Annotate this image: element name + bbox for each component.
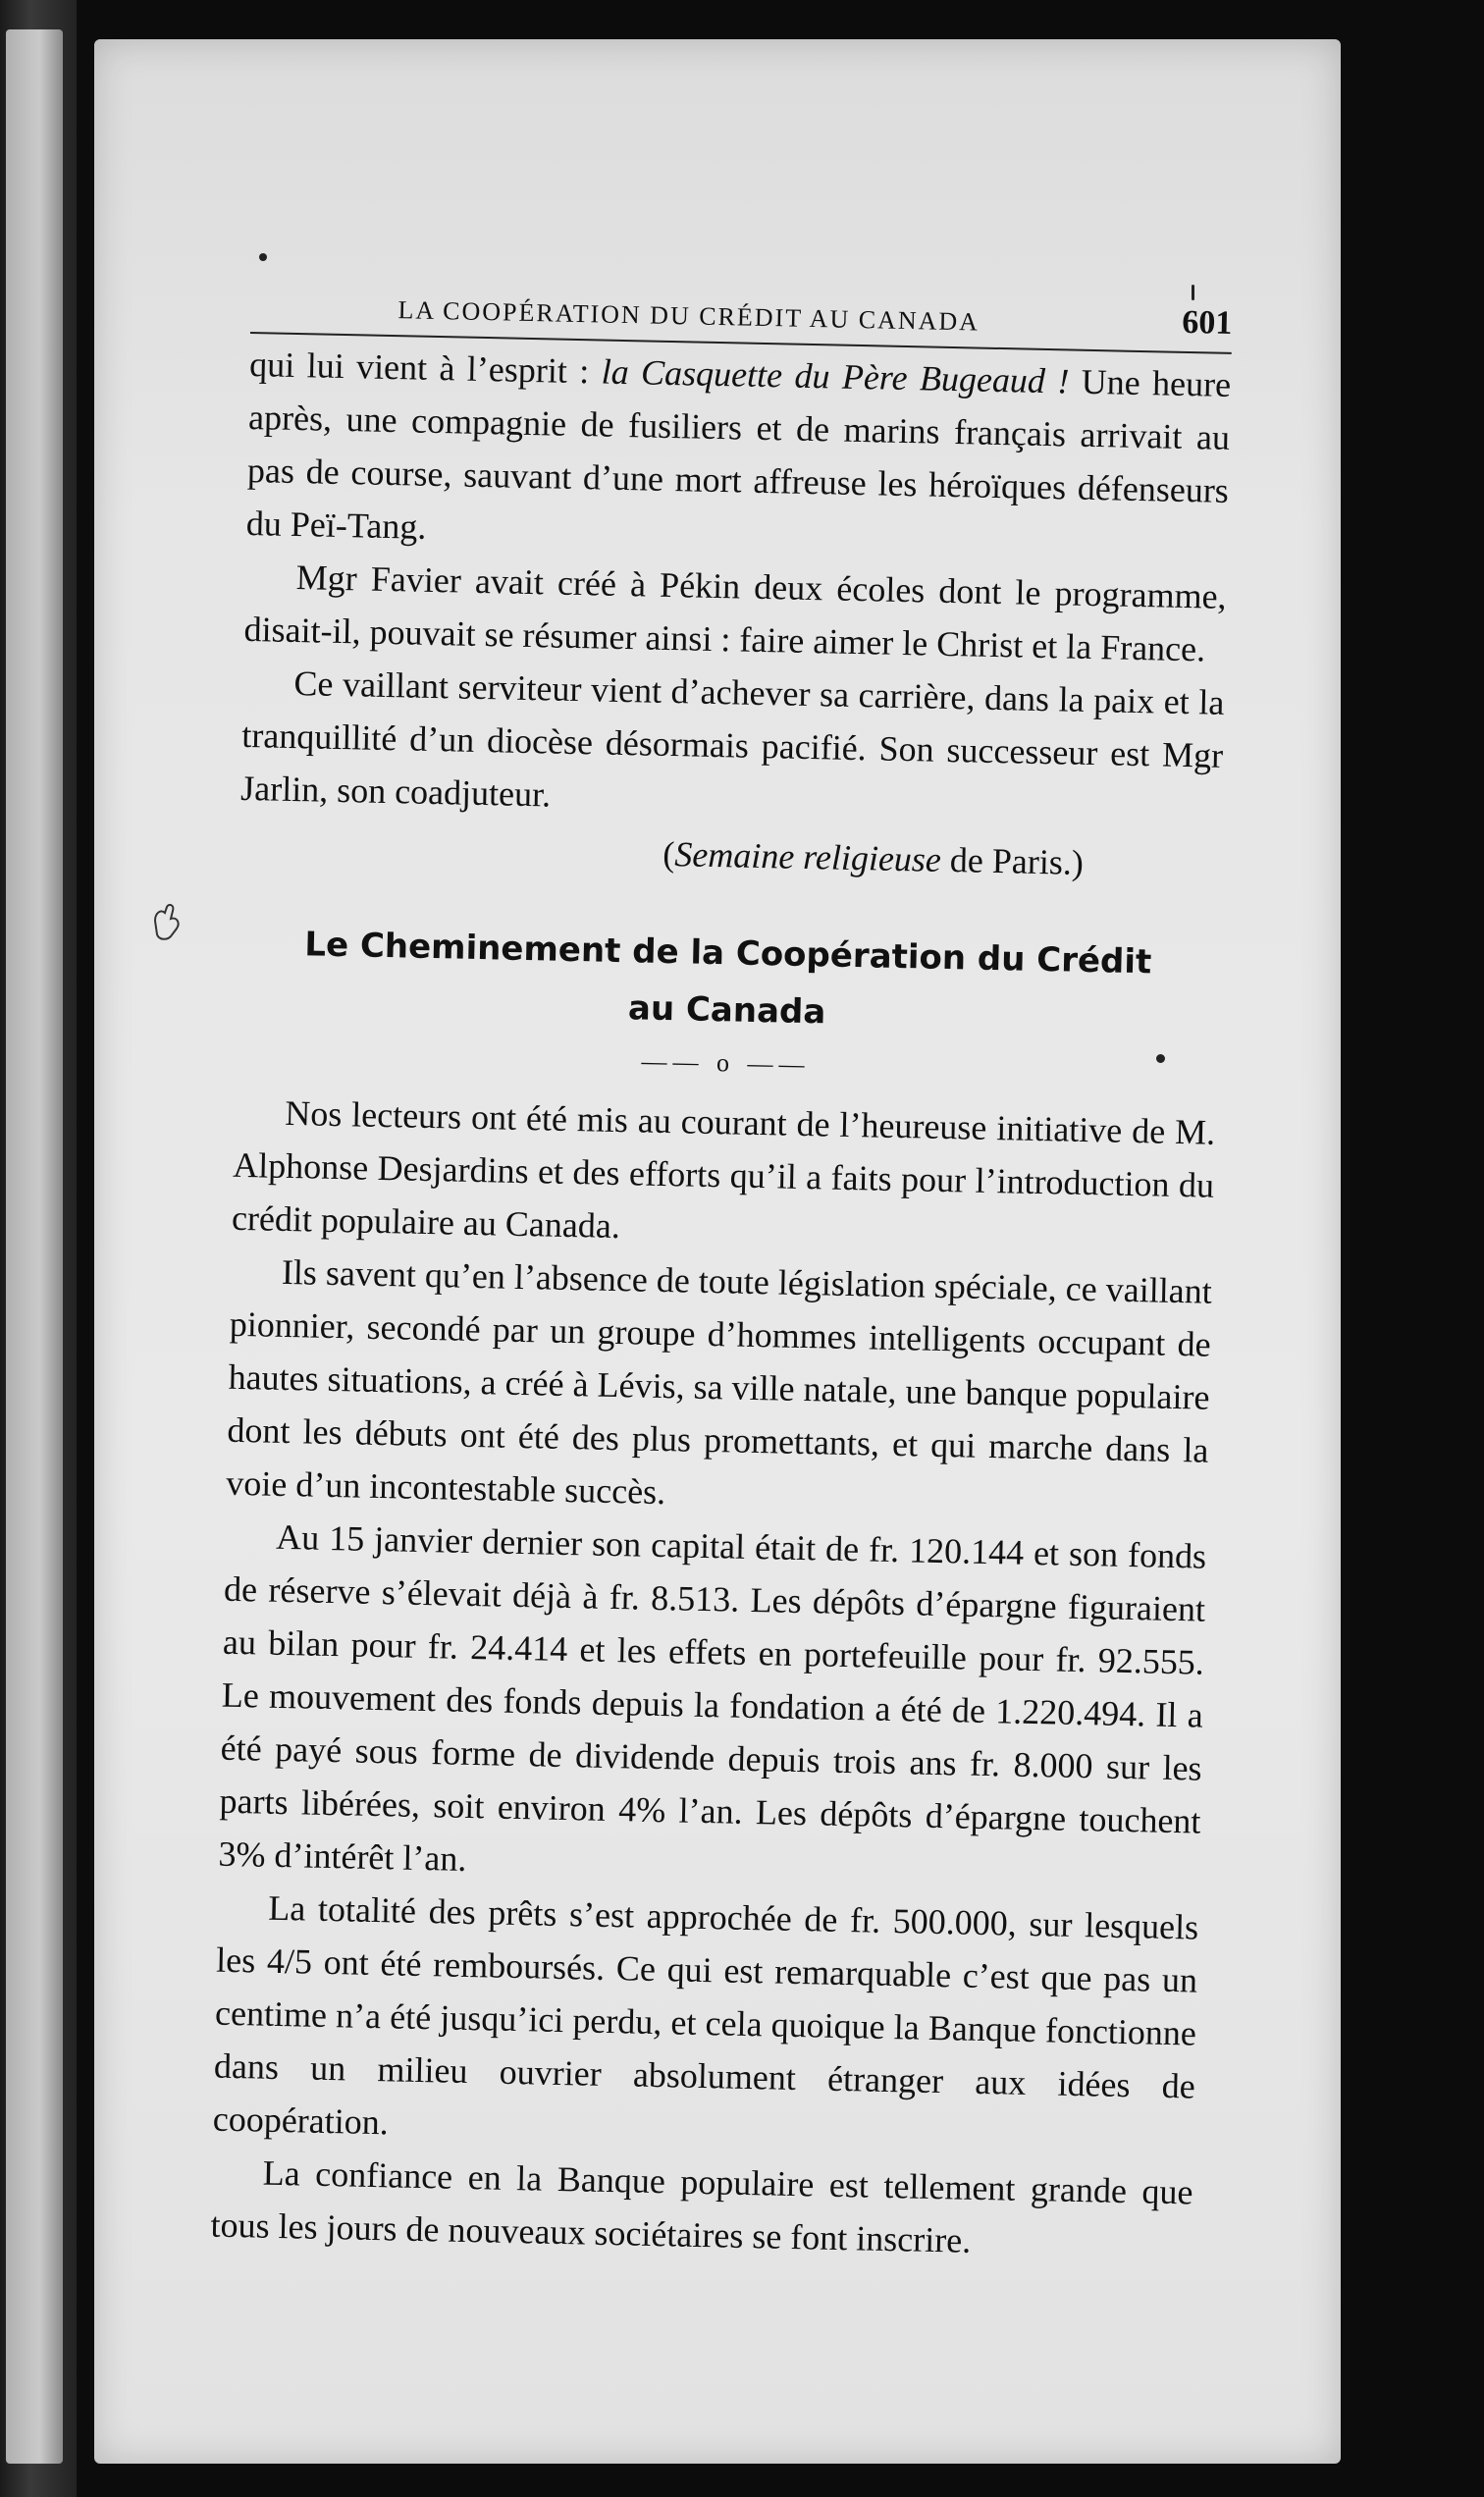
paragraph: Nos lecteurs ont été mis au courant de l’heureuse initiative de M. Alphonse Desjardins et des efforts qu’il a faits pour l’introduction du crédit populaire au Canada.: [231, 1092, 1216, 1247]
paragraph-text: qui lui vient à l’esprit :: [248, 344, 603, 392]
section-divider: —— o ——: [641, 1046, 811, 1080]
body-text: [238, 338, 1231, 892]
paragraph: Ils savent qu’en l’absence de toute législation spéciale, ce vaillant pionnier, secondé par un groupe d’hommes intelligents occupant de hautes situations, a créé à Lévis, sa ville natale, une banque populaire dont les débuts ont été des plus promettants, et qui marche dans la voie d’un incontestable succès.: [226, 1251, 1213, 1513]
ink-speck: [259, 253, 267, 261]
paragraph: Mgr Favier avait créé à Pékin deux écoles dont le programme, disait-il, pouvait se résumer ainsi : faire aimer le Christ et la France.: [243, 558, 1227, 669]
adjacent-page-edge: [0, 0, 77, 2497]
citation-title: Semaine religieuse: [673, 834, 942, 879]
citation-rest: de Paris.): [940, 839, 1085, 882]
paragraph: [245, 338, 1231, 570]
citation-open: (: [662, 833, 675, 875]
paragraph: La confiance en la Banque populaire est tellement grande que tous les jours de nouveaux sociétaires se font inscrire.: [210, 2152, 1193, 2260]
paragraph: Ce vaillant serviteur vient d’achever sa carrière, dans la paix et la tranquillité d’un diocèse désormais pacifié. Son successeur est Mgr Jarlin, son coadjuteur.: [239, 664, 1225, 815]
running-head-title: LA COOPÉRATION DU CRÉDIT AU CANADA: [398, 295, 980, 337]
article-title-line-1: Le Cheminement de la Coopération du Crédit: [303, 925, 1152, 983]
ink-speck: [1192, 285, 1194, 300]
page-content: [210, 285, 1331, 2274]
paragraph: Au 15 janvier dernier son capital était de fr. 120.144 et son fonds de réserve s’élevait déjà à fr. 8.513. Les dépôts d’épargne figuraient au bilan pour fr. 24.414 et les effets en portefeuille pour fr. 92.555. Le mouvement des fonds depuis la fondation a été de 1.220.494. Il a été payé sous forme de dividende depuis trois ans fr. 8.000 sur les parts libérées, soit environ 4% l’an. Les dépôts d’épargne touchent 3% d’intérêt l’an.: [218, 1516, 1207, 1879]
paragraph: La totalité des prêts s’est approchée de fr. 500.000, sur lesquels les 4/5 ont été remboursés. Ce qui est remarquable c’est que pas un centime n’a été jusqu’ici perdu, et cela quoique la Banque fonctionne dans un milieu ouvrier absolument étranger aux idées de coopération.: [212, 1887, 1199, 2143]
article-title-line-2: au Canada: [627, 988, 826, 1033]
page-number: 601: [1182, 303, 1233, 342]
article-title: [236, 915, 1219, 1049]
paragraph-text: Une heure après, une compagnie de fusiliers et de marins français arrivait au pas de course, sauvant d’une mort affreuse les héroïques défenseurs du Peï-Tang.: [245, 361, 1232, 547]
italic-title: la Casquette du Père Bugeaud !: [601, 351, 1070, 401]
article-body: [210, 1086, 1216, 2272]
pointing-hand-mark-icon: [149, 903, 183, 942]
adjacent-page-paper: [6, 29, 63, 2464]
scanned-page: [94, 39, 1341, 2464]
